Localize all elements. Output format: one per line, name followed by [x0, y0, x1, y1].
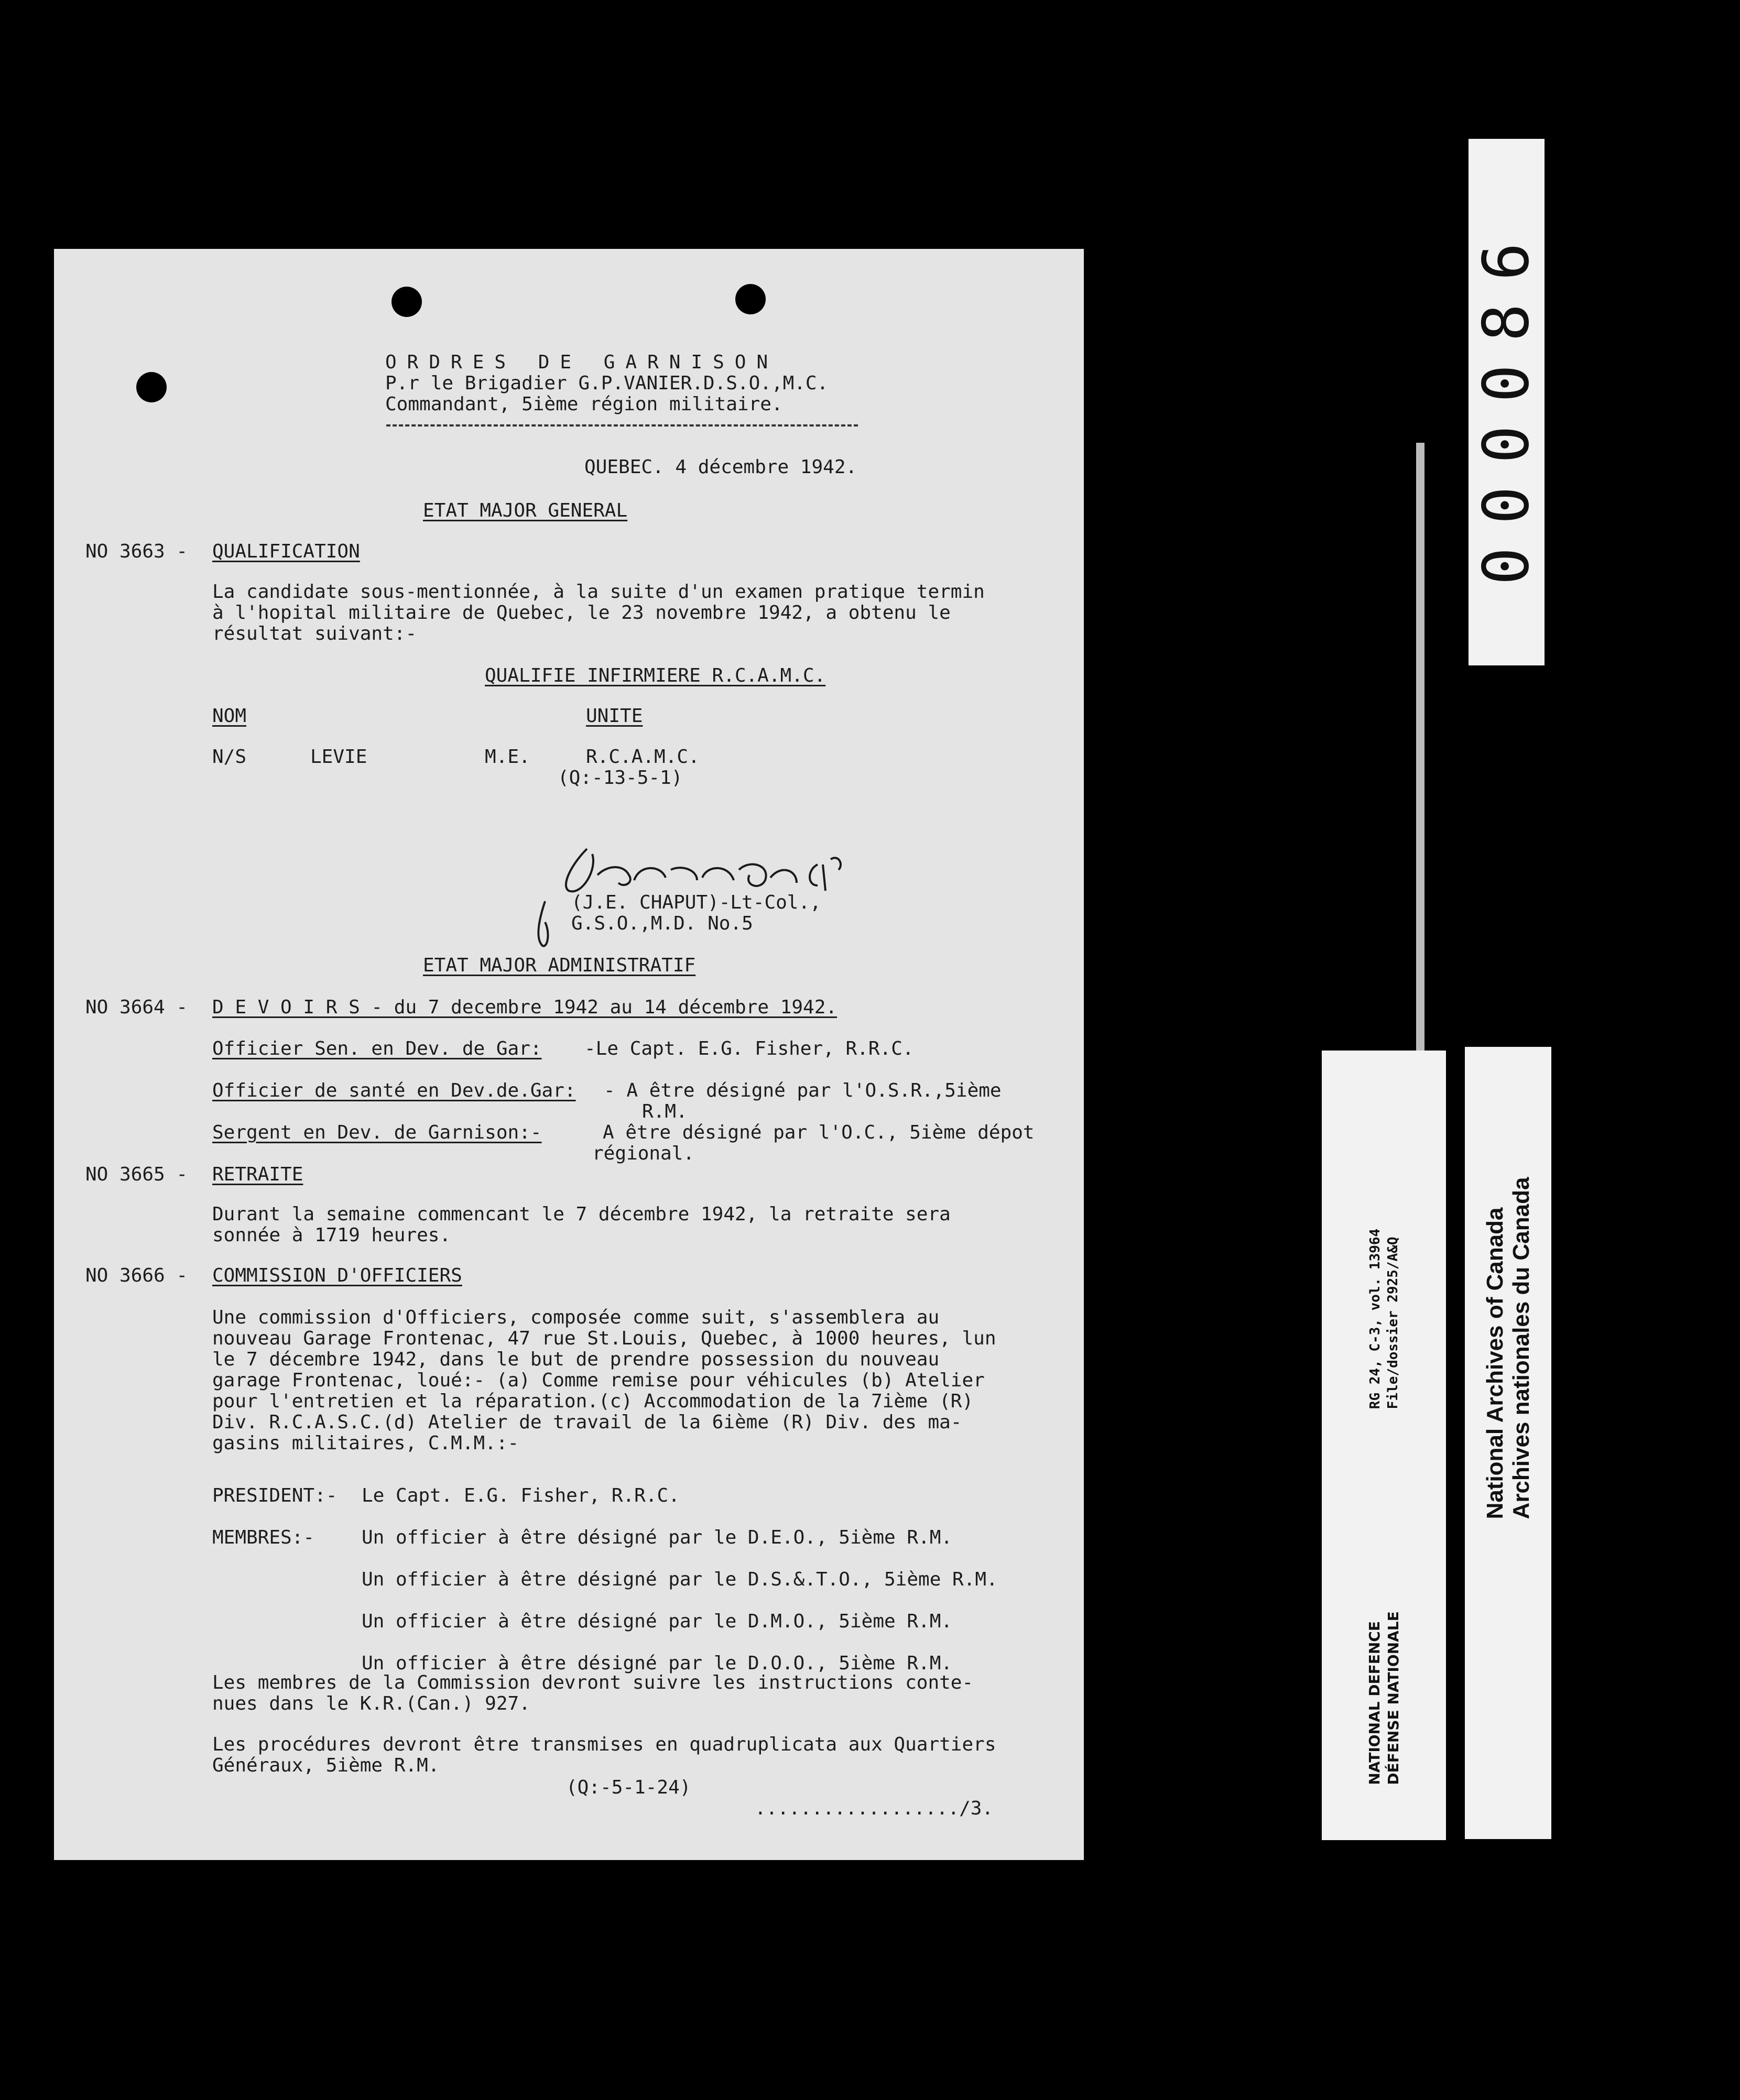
- signature-name: (J.E. CHAPUT)-Lt-Col.,: [571, 892, 821, 913]
- frame-number-strip: [1469, 139, 1545, 665]
- duty-value-cont: régional.: [592, 1143, 695, 1164]
- dateline: QUEBEC. 4 décembre 1942.: [584, 456, 857, 478]
- body-line: Une commission d'Officiers, composée comme suit, s'assemblera au: [212, 1307, 940, 1328]
- order-title: COMMISSION D'OFFICIERS: [212, 1265, 462, 1286]
- order-number: NO 3665 -: [85, 1164, 188, 1185]
- member-line: Un officier à être désigné par le D.S.&.T.O., 5ième R.M.: [362, 1569, 998, 1590]
- body-line: La candidate sous-mentionnée, à la suite d'un examen pratique termin: [212, 581, 985, 603]
- member-line: Un officier à être désigné par le D.M.O., 5ième R.M.: [362, 1611, 953, 1632]
- file-reference: (Q:-13-5-1): [558, 767, 683, 789]
- duty-label: Officier Sen. en Dev. de Gar:: [212, 1038, 542, 1059]
- column-unite: UNITE: [586, 705, 643, 727]
- body-line: Les membres de la Commission devront suivre les instructions conte-: [212, 1672, 974, 1693]
- frame-number: 000086: [1470, 219, 1543, 585]
- row-initials: M.E.: [485, 746, 530, 768]
- row-rank: N/S: [212, 746, 247, 768]
- section-heading-general: ETAT MAJOR GENERAL: [423, 500, 628, 521]
- archives-fr: Archives nationales du Canada: [1508, 1177, 1534, 1519]
- order-title: RETRAITE: [212, 1164, 303, 1185]
- member-line: Un officier à être désigné par le D.O.O., 5ième R.M.: [362, 1653, 953, 1674]
- document-title: ORDRES DE GARNISON: [385, 352, 779, 373]
- qualification-result: QUALIFIE INFIRMIERE R.C.A.M.C.: [485, 665, 826, 686]
- row-name: LEVIE: [310, 746, 367, 768]
- order-number: NO 3666 -: [85, 1265, 188, 1286]
- file-reference: (Q:-5-1-24): [566, 1777, 691, 1798]
- section-heading-admin: ETAT MAJOR ADMINISTRATIF: [423, 955, 696, 976]
- signature-title: G.S.O.,M.D. No.5: [571, 913, 753, 934]
- body-line: résultat suivant:-: [212, 623, 417, 644]
- duty-label: Sergent en Dev. de Garnison:-: [212, 1122, 542, 1143]
- header-brigadier: P.r le Brigadier G.P.VANIER.D.S.O.,M.C.: [385, 373, 829, 394]
- row-unit: R.C.A.M.C.: [586, 746, 700, 768]
- duty-label: Officier de santé en Dev.de.Gar:: [212, 1080, 576, 1101]
- body-line: le 7 décembre 1942, dans le but de prendre possession du nouveau: [212, 1349, 940, 1370]
- body-line: Durant la semaine commencant le 7 décembre 1942, la retraite sera: [212, 1204, 951, 1225]
- archive-ref-line1: RG 24, C-3, vol. 13964: [1367, 1229, 1383, 1409]
- duty-value: - A être désigné par l'O.S.R.,5ième: [604, 1080, 1002, 1101]
- punch-hole-left: [136, 372, 167, 402]
- body-line: Généraux, 5ième R.M.: [212, 1755, 440, 1776]
- body-line: à l'hopital militaire de Quebec, le 23 novembre 1942, a obtenu le: [212, 602, 951, 624]
- defence-en: NATIONAL DEFENCE: [1365, 1621, 1383, 1785]
- column-nom: NOM: [212, 705, 247, 727]
- body-line: Div. R.C.A.S.C.(d) Atelier de travail de la 6ième (R) Div. des ma-: [212, 1412, 962, 1433]
- order-number: NO 3663 -: [85, 541, 188, 562]
- page-continuation: ................../3.: [755, 1798, 994, 1819]
- duty-value-cont: R.M.: [642, 1101, 688, 1122]
- member-line: Un officier à être désigné par le D.E.O., 5ième R.M.: [362, 1527, 953, 1548]
- duty-value: A être désigné par l'O.C., 5ième dépot: [603, 1122, 1035, 1143]
- order-title: D E V O I R S - du 7 decembre 1942 au 14 décembre 1942.: [212, 997, 838, 1018]
- body-line: sonnée à 1719 heures.: [212, 1224, 451, 1246]
- order-title: QUALIFICATION: [212, 541, 360, 562]
- archives-en: National Archives of Canada: [1482, 1207, 1508, 1519]
- body-line: garage Frontenac, loué:- (a) Comme remise pour véhicules (b) Atelier: [212, 1370, 985, 1391]
- body-line: Les procédures devront être transmises en quadruplicata aux Quartiers: [212, 1734, 996, 1755]
- header-commandant: Commandant, 5ième région militaire.: [385, 393, 783, 415]
- body-line: pour l'entretien et la réparation.(c) Accommodation de la 7ième (R): [212, 1391, 974, 1412]
- archive-ref-line2: File/dossier 2925/A&Q: [1385, 1237, 1401, 1409]
- body-line: gasins militaires, C.M.M.:-: [212, 1432, 519, 1454]
- header-divider: [386, 424, 858, 426]
- president-value: Le Capt. E.G. Fisher, R.R.C.: [362, 1485, 680, 1506]
- punch-hole-top-1: [392, 287, 422, 317]
- president-label: PRESIDENT:-: [212, 1485, 338, 1506]
- body-line: nues dans le K.R.(Can.) 927.: [212, 1693, 530, 1714]
- order-number: NO 3664 -: [85, 997, 188, 1018]
- body-line: nouveau Garage Frontenac, 47 rue St.Louis, Quebec, à 1000 heures, lun: [212, 1328, 996, 1349]
- membres-label: MEMBRES:-: [212, 1527, 315, 1548]
- punch-hole-top-2: [735, 284, 766, 314]
- archive-reference-strip: [1322, 1051, 1446, 1840]
- archives-canada-strip: [1465, 1047, 1551, 1839]
- defence-fr: DÉFENSE NATIONALE: [1384, 1611, 1402, 1785]
- duty-value: -Le Capt. E.G. Fisher, R.R.C.: [584, 1038, 914, 1059]
